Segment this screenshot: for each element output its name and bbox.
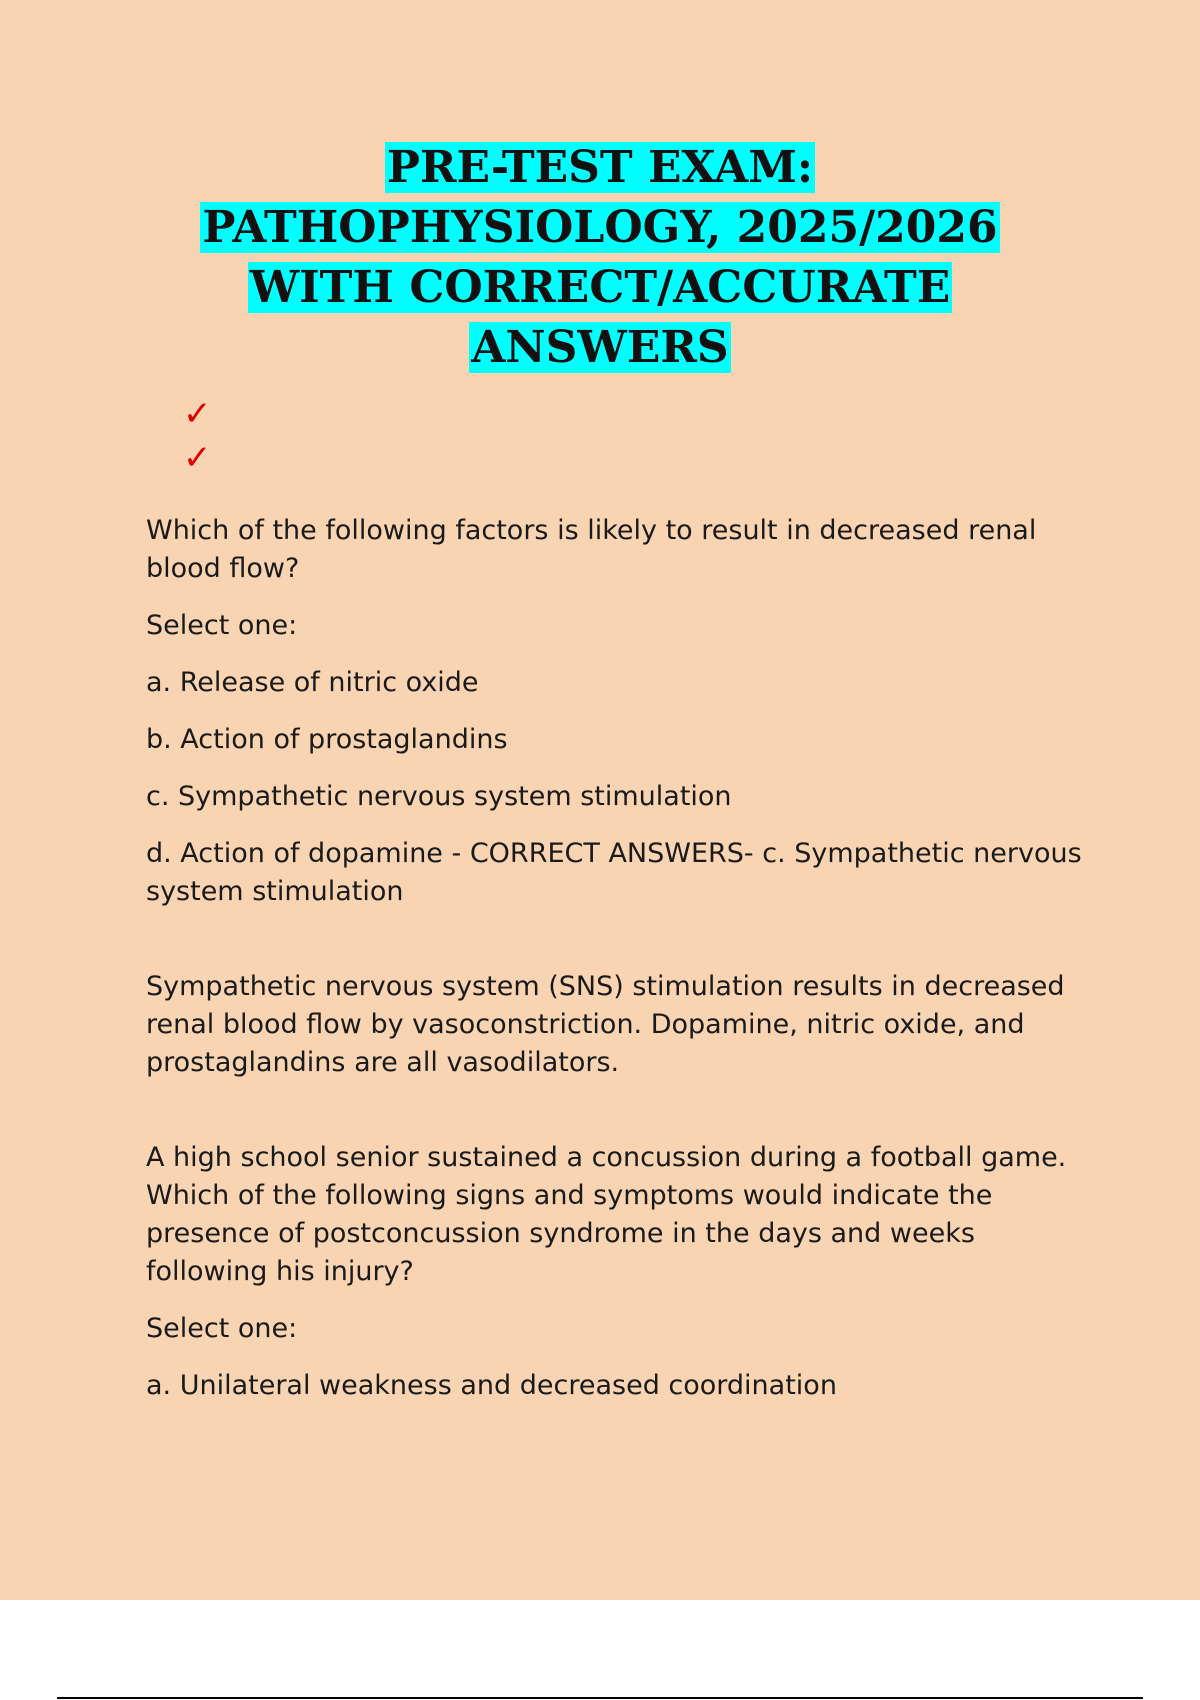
question-1-rationale: Sympathetic nervous system (SNS) stimulation results in decreased renal blood flow by vasoconstriction. Dopamine, nitric oxide, and prostaglandins are all vasodilators. xyxy=(146,971,1065,1078)
title-line xyxy=(100,318,1100,378)
document-title xyxy=(100,138,1100,378)
title-line-text: ANSWERS xyxy=(471,322,729,373)
document-body xyxy=(146,512,1086,1424)
title-line xyxy=(100,138,1100,198)
title-line-text: PRE-TEST EXAM: xyxy=(386,142,814,193)
title-line xyxy=(100,258,1100,318)
title-line-text: WITH CORRECT/ACCURATE xyxy=(249,262,951,313)
title-line-text: PATHOPHYSIOLOGY, 2025/2026 xyxy=(202,202,998,253)
question-1-select-prompt: Select one: xyxy=(146,610,298,641)
question-2-select-prompt: Select one: xyxy=(146,1313,298,1344)
checkmark-icon: ✓ xyxy=(183,394,212,434)
question-2-option-a: a. Unilateral weakness and decreased coordination xyxy=(146,1370,837,1401)
question-2-text: A high school senior sustained a concussion during a football game. Which of the following signs and symptoms would indicate the presence of postconcussion syndrome in the days and weeks following his injury? xyxy=(146,1142,1067,1287)
checkmark-icon: ✓ xyxy=(183,438,212,478)
question-1-option-b: b. Action of prostaglandins xyxy=(146,724,508,755)
question-1-option-a: a. Release of nitric oxide xyxy=(146,667,479,698)
question-1-option-d-with-answer: d. Action of dopamine - CORRECT ANSWERS- c. Sympathetic nervous system stimulation xyxy=(146,838,1082,907)
footer-divider xyxy=(57,1697,1143,1699)
question-1-option-c: c. Sympathetic nervous system stimulation xyxy=(146,781,732,812)
question-1-text: Which of the following factors is likely to result in decreased renal blood flow? xyxy=(146,515,1037,584)
check-marks xyxy=(183,392,212,480)
title-line xyxy=(100,198,1100,258)
